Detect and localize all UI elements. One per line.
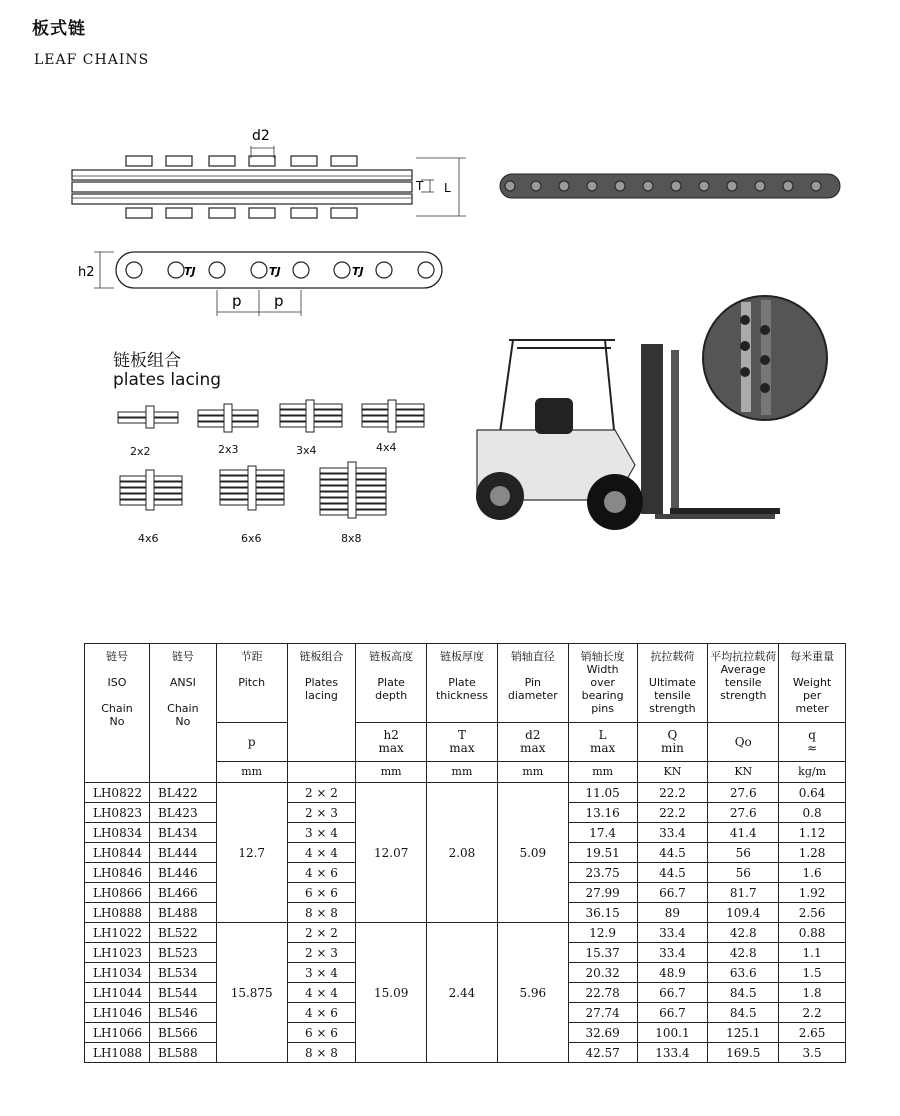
plates-lacing-cell: 4 × 6 [287,863,356,883]
lacing-2x2-icon [118,406,178,428]
plates-lacing-cell: 4 × 6 [287,1003,356,1023]
width-over-pins-cell: 27.74 [568,1003,637,1023]
lacing-3x4-icon [280,400,342,432]
width-over-pins-cell: 22.78 [568,983,637,1003]
unit-pitch: mm [216,762,287,783]
header-row [85,644,846,723]
plates-lacing-title-en: plates lacing [113,370,222,390]
lacing-4x4-icon [362,400,424,432]
plates-lacing-cell: 4 × 4 [287,983,356,1003]
lacing-label-4x6: 4x6 [138,532,159,545]
width-over-pins-cell: 27.99 [568,883,637,903]
plate-depth-cell: 12.07 [356,783,427,923]
width-over-pins-cell: 15.37 [568,943,637,963]
ansi-chain-no-cell: BL466 [149,883,216,903]
weight-per-meter-cell: 1.5 [779,963,846,983]
header-plates-lacing: 链板组合 Plates lacing [287,644,356,762]
ansi-chain-no-cell: BL566 [149,1023,216,1043]
weight-per-meter-cell: 1.8 [779,983,846,1003]
ultimate-strength-cell: 44.5 [637,863,708,883]
plate-depth-cell: 15.09 [356,923,427,1063]
iso-chain-no-cell: LH0822 [85,783,150,803]
lacing-label-4x4: 4x4 [376,441,397,454]
header-weight-per-meter: 每米重量 Weight per meter [779,644,846,723]
width-over-pins-cell: 23.75 [568,863,637,883]
header-pin-diameter: 销轴直径 Pin diameter [497,644,568,723]
plates-lacing-cell: 2 × 3 [287,943,356,963]
width-over-pins-cell: 42.57 [568,1043,637,1063]
plates-lacing-cell: 2 × 3 [287,803,356,823]
lacing-4x6-icon [120,470,182,510]
ansi-chain-no-cell: BL444 [149,843,216,863]
pin-diameter-cell: 5.96 [497,923,568,1063]
lacing-label-6x6: 6x6 [241,532,262,545]
symbol-average: Qo [708,723,779,762]
header-plate-depth: 链板高度 Plate depth [356,644,427,723]
ansi-chain-no-cell: BL534 [149,963,216,983]
iso-chain-no-cell: LH1066 [85,1023,150,1043]
unit-average: KN [708,762,779,783]
ansi-chain-no-cell: BL434 [149,823,216,843]
average-strength-cell: 169.5 [708,1043,779,1063]
p-label-2: p [274,292,284,310]
average-strength-cell: 81.7 [708,883,779,903]
plates-lacing-cell: 6 × 6 [287,1023,356,1043]
symbol-ultimate: Q min [637,723,708,762]
pitch-cell: 12.7 [216,783,287,923]
header-pitch: 节距 Pitch [216,644,287,723]
header-plate-thickness: 链板厚度 Plate thickness [427,644,498,723]
plates-lacing-diagrams [110,396,440,546]
ultimate-strength-cell: 89 [637,903,708,923]
weight-per-meter-cell: 1.1 [779,943,846,963]
l-label: L [444,181,451,195]
weight-per-meter-cell: 0.88 [779,923,846,943]
plate-thickness-cell: 2.44 [427,923,498,1063]
header-width-over-bearing-pins: 销轴长度 Width over bearing pins [568,644,637,723]
chain-side-view-diagram [66,118,476,228]
ultimate-strength-cell: 66.7 [637,883,708,903]
p-label-1: p [232,292,242,310]
forklift-image [465,290,845,540]
iso-chain-no-cell: LH0888 [85,903,150,923]
tj-mark-3: TJ [352,265,364,278]
ansi-chain-no-cell: BL446 [149,863,216,883]
ultimate-strength-cell: 66.7 [637,1003,708,1023]
ultimate-strength-cell: 22.2 [637,783,708,803]
ansi-chain-no-cell: BL544 [149,983,216,1003]
average-strength-cell: 84.5 [708,1003,779,1023]
ultimate-strength-cell: 33.4 [637,923,708,943]
weight-per-meter-cell: 2.2 [779,1003,846,1023]
iso-chain-no-cell: LH1034 [85,963,150,983]
ansi-chain-no-cell: BL423 [149,803,216,823]
ansi-chain-no-cell: BL522 [149,923,216,943]
average-strength-cell: 27.6 [708,783,779,803]
iso-chain-no-cell: LH0834 [85,823,150,843]
symbol-depth: h2 max [356,723,427,762]
unit-lacing-empty [287,762,356,783]
lacing-8x8-icon [320,462,386,518]
ultimate-strength-cell: 44.5 [637,843,708,863]
iso-chain-no-cell: LH0866 [85,883,150,903]
average-strength-cell: 42.8 [708,923,779,943]
width-over-pins-cell: 20.32 [568,963,637,983]
plates-lacing-cell: 8 × 8 [287,1043,356,1063]
plates-lacing-cell: 3 × 4 [287,963,356,983]
lacing-label-3x4: 3x4 [296,444,317,457]
iso-chain-no-cell: LH1022 [85,923,150,943]
width-over-pins-cell: 11.05 [568,783,637,803]
header-average-tensile-strength: 平均抗拉载荷 Average tensile strength [708,644,779,723]
ansi-chain-no-cell: BL588 [149,1043,216,1063]
width-over-pins-cell: 19.51 [568,843,637,863]
weight-per-meter-cell: 2.65 [779,1023,846,1043]
table-row [85,783,846,803]
plates-lacing-cell: 6 × 6 [287,883,356,903]
ansi-chain-no-cell: BL488 [149,903,216,923]
table-row [85,923,846,943]
width-over-pins-cell: 12.9 [568,923,637,943]
average-strength-cell: 109.4 [708,903,779,923]
unit-width: mm [568,762,637,783]
h2-label: h2 [78,265,95,280]
average-strength-cell: 84.5 [708,983,779,1003]
lacing-label-2x3: 2x3 [218,443,239,456]
pitch-cell: 15.875 [216,923,287,1063]
iso-chain-no-cell: LH1023 [85,943,150,963]
ultimate-strength-cell: 66.7 [637,983,708,1003]
ultimate-strength-cell: 133.4 [637,1043,708,1063]
iso-chain-no-cell: LH0844 [85,843,150,863]
average-strength-cell: 41.4 [708,823,779,843]
ansi-chain-no-cell: BL546 [149,1003,216,1023]
average-strength-cell: 27.6 [708,803,779,823]
page-title-cn: 板式链 [32,19,86,39]
chain-front-view-diagram [74,240,474,320]
leaf-chain-spec-table [84,643,846,1063]
lacing-2x3-icon [198,404,258,432]
weight-per-meter-cell: 0.64 [779,783,846,803]
weight-per-meter-cell: 1.28 [779,843,846,863]
weight-per-meter-cell: 3.5 [779,1043,846,1063]
weight-per-meter-cell: 1.6 [779,863,846,883]
lacing-label-8x8: 8x8 [341,532,362,545]
symbol-weight: q ≈ [779,723,846,762]
iso-chain-no-cell: LH1044 [85,983,150,1003]
chain-photo [496,168,846,204]
pin-diameter-cell: 5.09 [497,783,568,923]
lacing-6x6-icon [220,466,284,510]
unit-thickness: mm [427,762,498,783]
plates-lacing-cell: 3 × 4 [287,823,356,843]
iso-chain-no-cell: LH1046 [85,1003,150,1023]
iso-chain-no-cell: LH0846 [85,863,150,883]
unit-pin: mm [497,762,568,783]
average-strength-cell: 42.8 [708,943,779,963]
header-ultimate-tensile-strength: 抗拉载荷 Ultimate tensile strength [637,644,708,723]
width-over-pins-cell: 13.16 [568,803,637,823]
symbol-pin: d2 max [497,723,568,762]
page-title-en: LEAF CHAINS [34,52,150,68]
tj-mark-1: TJ [184,265,196,278]
unit-ultimate: KN [637,762,708,783]
header-ansi-chain-no: 链号 ANSI Chain No [149,644,216,783]
weight-per-meter-cell: 1.12 [779,823,846,843]
plates-lacing-cell: 4 × 4 [287,843,356,863]
average-strength-cell: 125.1 [708,1023,779,1043]
t-label: T [416,179,424,193]
weight-per-meter-cell: 0.8 [779,803,846,823]
ansi-chain-no-cell: BL422 [149,783,216,803]
symbol-pitch: p [216,723,287,762]
header-iso-chain-no: 链号 ISO Chain No [85,644,150,783]
plates-lacing-cell: 8 × 8 [287,903,356,923]
width-over-pins-cell: 36.15 [568,903,637,923]
plate-thickness-cell: 2.08 [427,783,498,923]
iso-chain-no-cell: LH1088 [85,1043,150,1063]
ultimate-strength-cell: 22.2 [637,803,708,823]
ultimate-strength-cell: 33.4 [637,823,708,843]
lacing-label-2x2: 2x2 [130,445,151,458]
tj-mark-2: TJ [269,265,281,278]
unit-depth: mm [356,762,427,783]
weight-per-meter-cell: 1.92 [779,883,846,903]
width-over-pins-cell: 32.69 [568,1023,637,1043]
d2-label: d2 [252,128,270,144]
weight-per-meter-cell: 2.56 [779,903,846,923]
plates-lacing-cell: 2 × 2 [287,783,356,803]
unit-weight: kg/m [779,762,846,783]
average-strength-cell: 56 [708,843,779,863]
ultimate-strength-cell: 48.9 [637,963,708,983]
ansi-chain-no-cell: BL523 [149,943,216,963]
symbol-thickness: T max [427,723,498,762]
width-over-pins-cell: 17.4 [568,823,637,843]
plates-lacing-title-cn: 链板组合 [113,351,181,371]
symbol-width: L max [568,723,637,762]
ultimate-strength-cell: 33.4 [637,943,708,963]
average-strength-cell: 56 [708,863,779,883]
iso-chain-no-cell: LH0823 [85,803,150,823]
average-strength-cell: 63.6 [708,963,779,983]
ultimate-strength-cell: 100.1 [637,1023,708,1043]
plates-lacing-cell: 2 × 2 [287,923,356,943]
